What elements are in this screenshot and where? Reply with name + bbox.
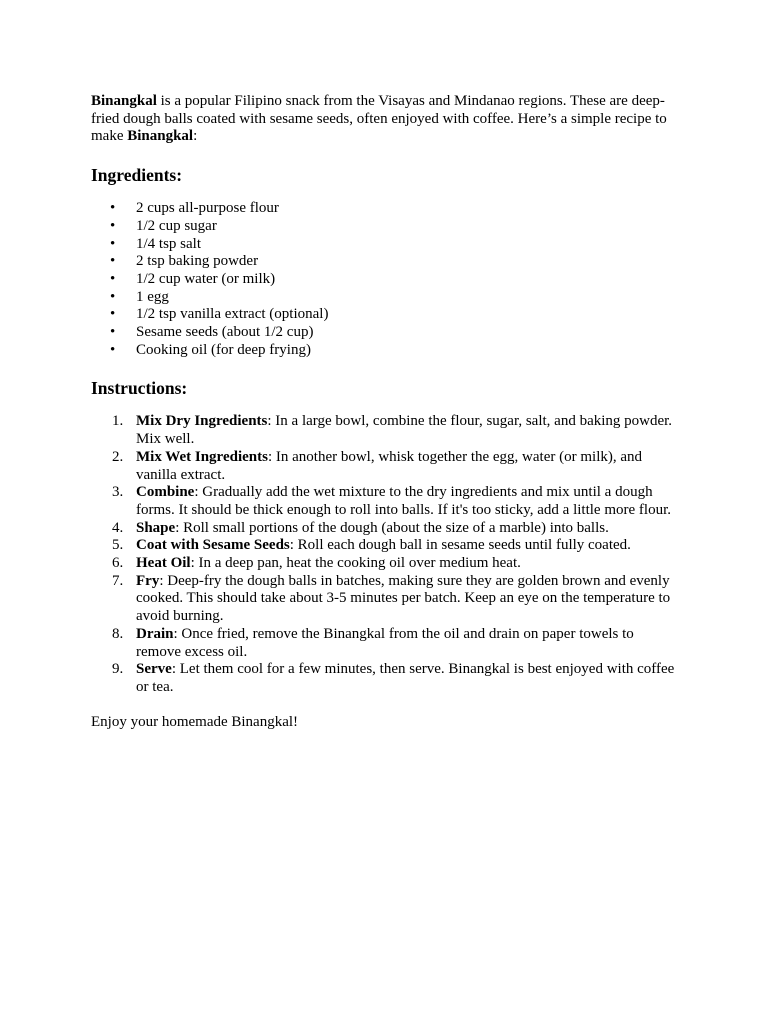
step-text: : Deep-fry the dough balls in batches, making sure they are golden brown and evenly cooked. This should take about 3-5 minutes per batch. Keep an eye on the temperature to avoid burning. <box>136 572 671 625</box>
step-title: Serve <box>136 661 172 678</box>
ingredient-text: Sesame seeds (about 1/2 cup) <box>136 324 314 341</box>
step-text: : Roll each dough ball in sesame seeds until fully coated. <box>289 537 631 554</box>
step-text: : In a large bowl, combine the flour, sugar, salt, and baking powder. Mix well. <box>136 413 673 448</box>
intro-colon: : <box>193 128 198 145</box>
instruction-step <box>91 573 681 626</box>
step-title: Heat Oil <box>136 555 191 572</box>
step-number: 6. <box>112 555 124 572</box>
intro-text: is a popular Filipino snack from the Visayas and Mindanao regions. These are deep-fried dough balls coated with sesame seeds, often enjoyed with coffee. Here’s a simple recipe to make <box>91 93 667 145</box>
bullet-icon: • <box>110 288 116 305</box>
step-text: : Roll small portions of the dough (about the size of a marble) into balls. <box>175 519 609 536</box>
bullet-icon: • <box>110 341 116 358</box>
ingredient-item <box>91 200 681 218</box>
step-number: 7. <box>112 572 124 589</box>
ingredient-item <box>91 218 681 236</box>
ingredient-item <box>91 271 681 289</box>
step-title: Shape <box>136 519 176 536</box>
step-text: : Gradually add the wet mixture to the dry ingredients and mix until a dough forms. It should be thick enough to roll into balls. If it's too sticky, add a little more flour. <box>136 484 671 518</box>
step-title: Mix Wet Ingredients <box>136 448 268 465</box>
instruction-step <box>91 661 681 696</box>
ingredient-item <box>91 324 681 342</box>
step-number: 4. <box>112 519 124 536</box>
step-text: : In another bowl, whisk together the egg, water (or milk), and vanilla extract. <box>136 448 643 483</box>
recipe-name: Binangkal <box>127 128 194 145</box>
bullet-icon: • <box>110 200 116 217</box>
instruction-step <box>91 484 681 519</box>
ingredient-text: Cooking oil (for deep frying) <box>136 341 311 358</box>
instruction-step <box>91 413 681 448</box>
instruction-step <box>91 520 681 538</box>
ingredient-text: 1 egg <box>136 288 169 305</box>
ingredient-item <box>91 236 681 254</box>
step-title: Combine <box>136 484 195 501</box>
instruction-step <box>91 449 681 484</box>
closing-line: Enjoy your homemade Binangkal! <box>91 713 299 730</box>
ingredient-text: 1/4 tsp salt <box>136 235 202 252</box>
step-number: 8. <box>112 625 124 642</box>
step-title: Mix Dry Ingredients <box>136 413 268 430</box>
bullet-icon: • <box>110 306 116 323</box>
instruction-step <box>91 555 681 573</box>
step-text: : Once fried, remove the Binangkal from the oil and drain on paper towels to remove excess oil. <box>136 625 634 660</box>
ingredient-text: 1/2 tsp vanilla extract (optional) <box>136 306 329 323</box>
ingredient-item <box>91 253 681 271</box>
document-body <box>91 93 681 731</box>
step-title: Coat with Sesame Seeds <box>136 537 290 554</box>
ingredient-text: 1/2 cup sugar <box>136 217 217 234</box>
bullet-icon: • <box>110 253 116 270</box>
step-title: Drain <box>136 625 174 642</box>
step-number: 9. <box>112 661 124 678</box>
instruction-step <box>91 626 681 661</box>
step-title: Fry <box>136 572 160 589</box>
instructions-list <box>91 413 681 696</box>
ingredient-text: 1/2 cup water (or milk) <box>136 270 276 287</box>
ingredients-list <box>91 200 681 359</box>
intro-paragraph <box>91 93 681 146</box>
ingredient-item <box>91 289 681 307</box>
bullet-icon: • <box>110 217 116 234</box>
step-number: 5. <box>112 537 124 554</box>
instructions-heading: Instructions: <box>91 378 188 399</box>
bullet-icon: • <box>110 270 116 287</box>
ingredient-item <box>91 306 681 324</box>
recipe-name: Binangkal <box>91 93 157 109</box>
ingredients-heading: Ingredients: <box>91 165 183 186</box>
bullet-icon: • <box>110 235 116 252</box>
bullet-icon: • <box>110 324 116 341</box>
step-text: : In a deep pan, heat the cooking oil over medium heat. <box>190 555 521 572</box>
step-number: 1. <box>112 413 124 430</box>
instruction-step <box>91 537 681 555</box>
ingredient-text: 2 cups all-purpose flour <box>136 200 279 217</box>
step-number: 3. <box>112 484 124 501</box>
ingredient-item <box>91 342 681 360</box>
ingredient-text: 2 tsp baking powder <box>136 253 259 270</box>
step-number: 2. <box>112 448 124 465</box>
step-text: : Let them cool for a few minutes, then serve. Binangkal is best enjoyed with coffee or tea. <box>136 661 675 695</box>
